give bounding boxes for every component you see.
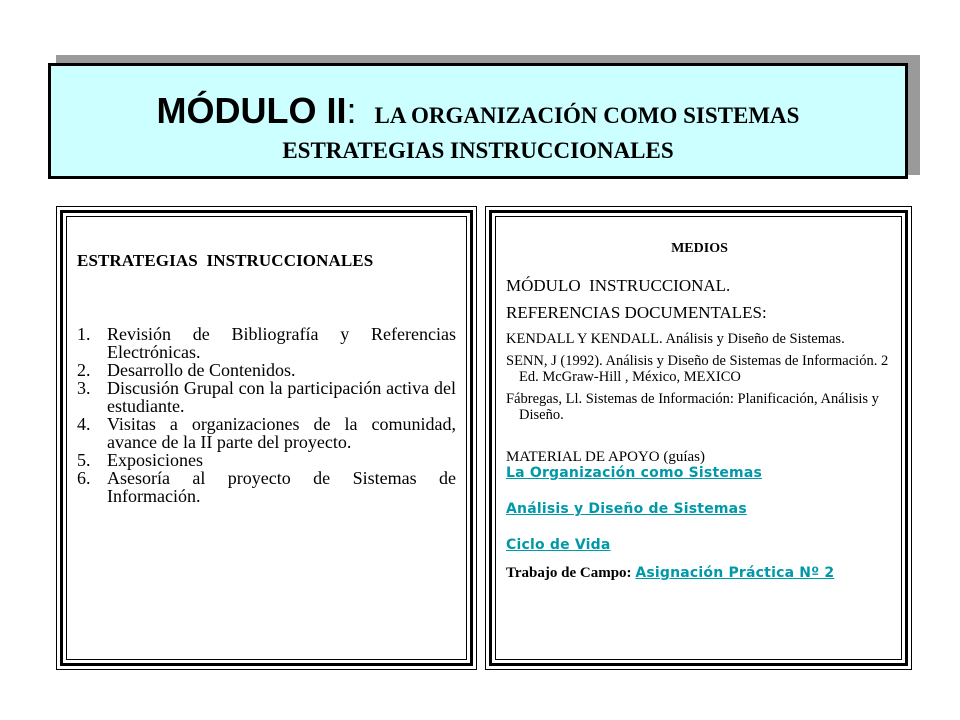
title-banner [48,63,908,179]
reference-item: KENDALL Y KENDALL. Análisis y Diseño de Sistemas. [506,331,845,347]
list-item [77,451,456,469]
list-item-text: Exposiciones [107,450,203,470]
list-item-number: 4. [77,414,91,434]
list-item-number: 3. [77,378,91,398]
strategies-list [77,325,456,505]
link-analisis-diseno[interactable]: Análisis y Diseño de Sistemas [506,501,747,517]
list-item-number: 1. [77,324,91,344]
link-row [506,537,893,553]
list-item-number: 2. [77,360,91,380]
referencias-heading: REFERENCIAS DOCUMENTALES: [506,303,767,322]
list-item [77,361,456,379]
media-content [506,241,893,581]
list-item-number: 5. [77,450,91,470]
link-asignacion-practica[interactable]: Asignación Práctica Nº 2 [635,565,835,581]
list-item-number: 6. [77,468,91,488]
strategies-content [77,251,456,505]
list-item-text: Asesoría al proyecto de Sistemas de Información. [107,468,456,506]
link-organizacion-sistemas[interactable]: La Organización como Sistemas [506,465,763,481]
strategies-panel [56,206,477,670]
modulo-instruccional: MÓDULO INSTRUCCIONAL. [506,276,731,295]
link-ciclo-vida[interactable]: Ciclo de Vida [506,537,611,553]
reference-item: Fábregas, Ll. Sistemas de Información: Planificación, Análisis y Diseño. [506,391,879,423]
strategies-panel-frame [60,210,473,666]
list-item [77,379,456,415]
banner-title-line [51,90,905,132]
material-heading: MATERIAL DE APOYO (guías) [506,449,706,465]
list-item-text: Revisión de Bibliografía y Referencias Electrónicas. [107,324,456,362]
strategies-panel-inner [66,216,467,660]
link-row [506,501,893,517]
banner-subtitle: ESTRATEGIAS INSTRUCCIONALES [282,138,674,163]
trabajo-campo-row [506,565,893,581]
media-panel-inner [495,216,902,660]
module-title: MÓDULO II [156,90,347,131]
module-topic: LA ORGANIZACIÓN COMO SISTEMAS [374,103,800,128]
list-item [77,325,456,361]
media-panel-frame [489,210,908,666]
module-colon: : [346,90,357,131]
media-panel [485,206,912,670]
strategies-heading: ESTRATEGIAS INSTRUCCIONALES [77,251,374,270]
link-row [506,465,893,481]
list-item-text: Desarrollo de Contenidos. [107,360,296,380]
list-item-text: Discusión Grupal con la participación activa del estudiante. [107,378,456,416]
list-item [77,415,456,451]
trabajo-campo-label: Trabajo de Campo: [506,565,632,581]
reference-item: SENN, J (1992). Análisis y Diseño de Sistemas de Información. 2 Ed. McGraw-Hill , México, MEXICO [506,353,889,385]
list-item [77,469,456,505]
list-item-text: Visitas a organizaciones de la comunidad, avance de la II parte del proyecto. [107,414,456,452]
media-title: MEDIOS [671,241,728,256]
